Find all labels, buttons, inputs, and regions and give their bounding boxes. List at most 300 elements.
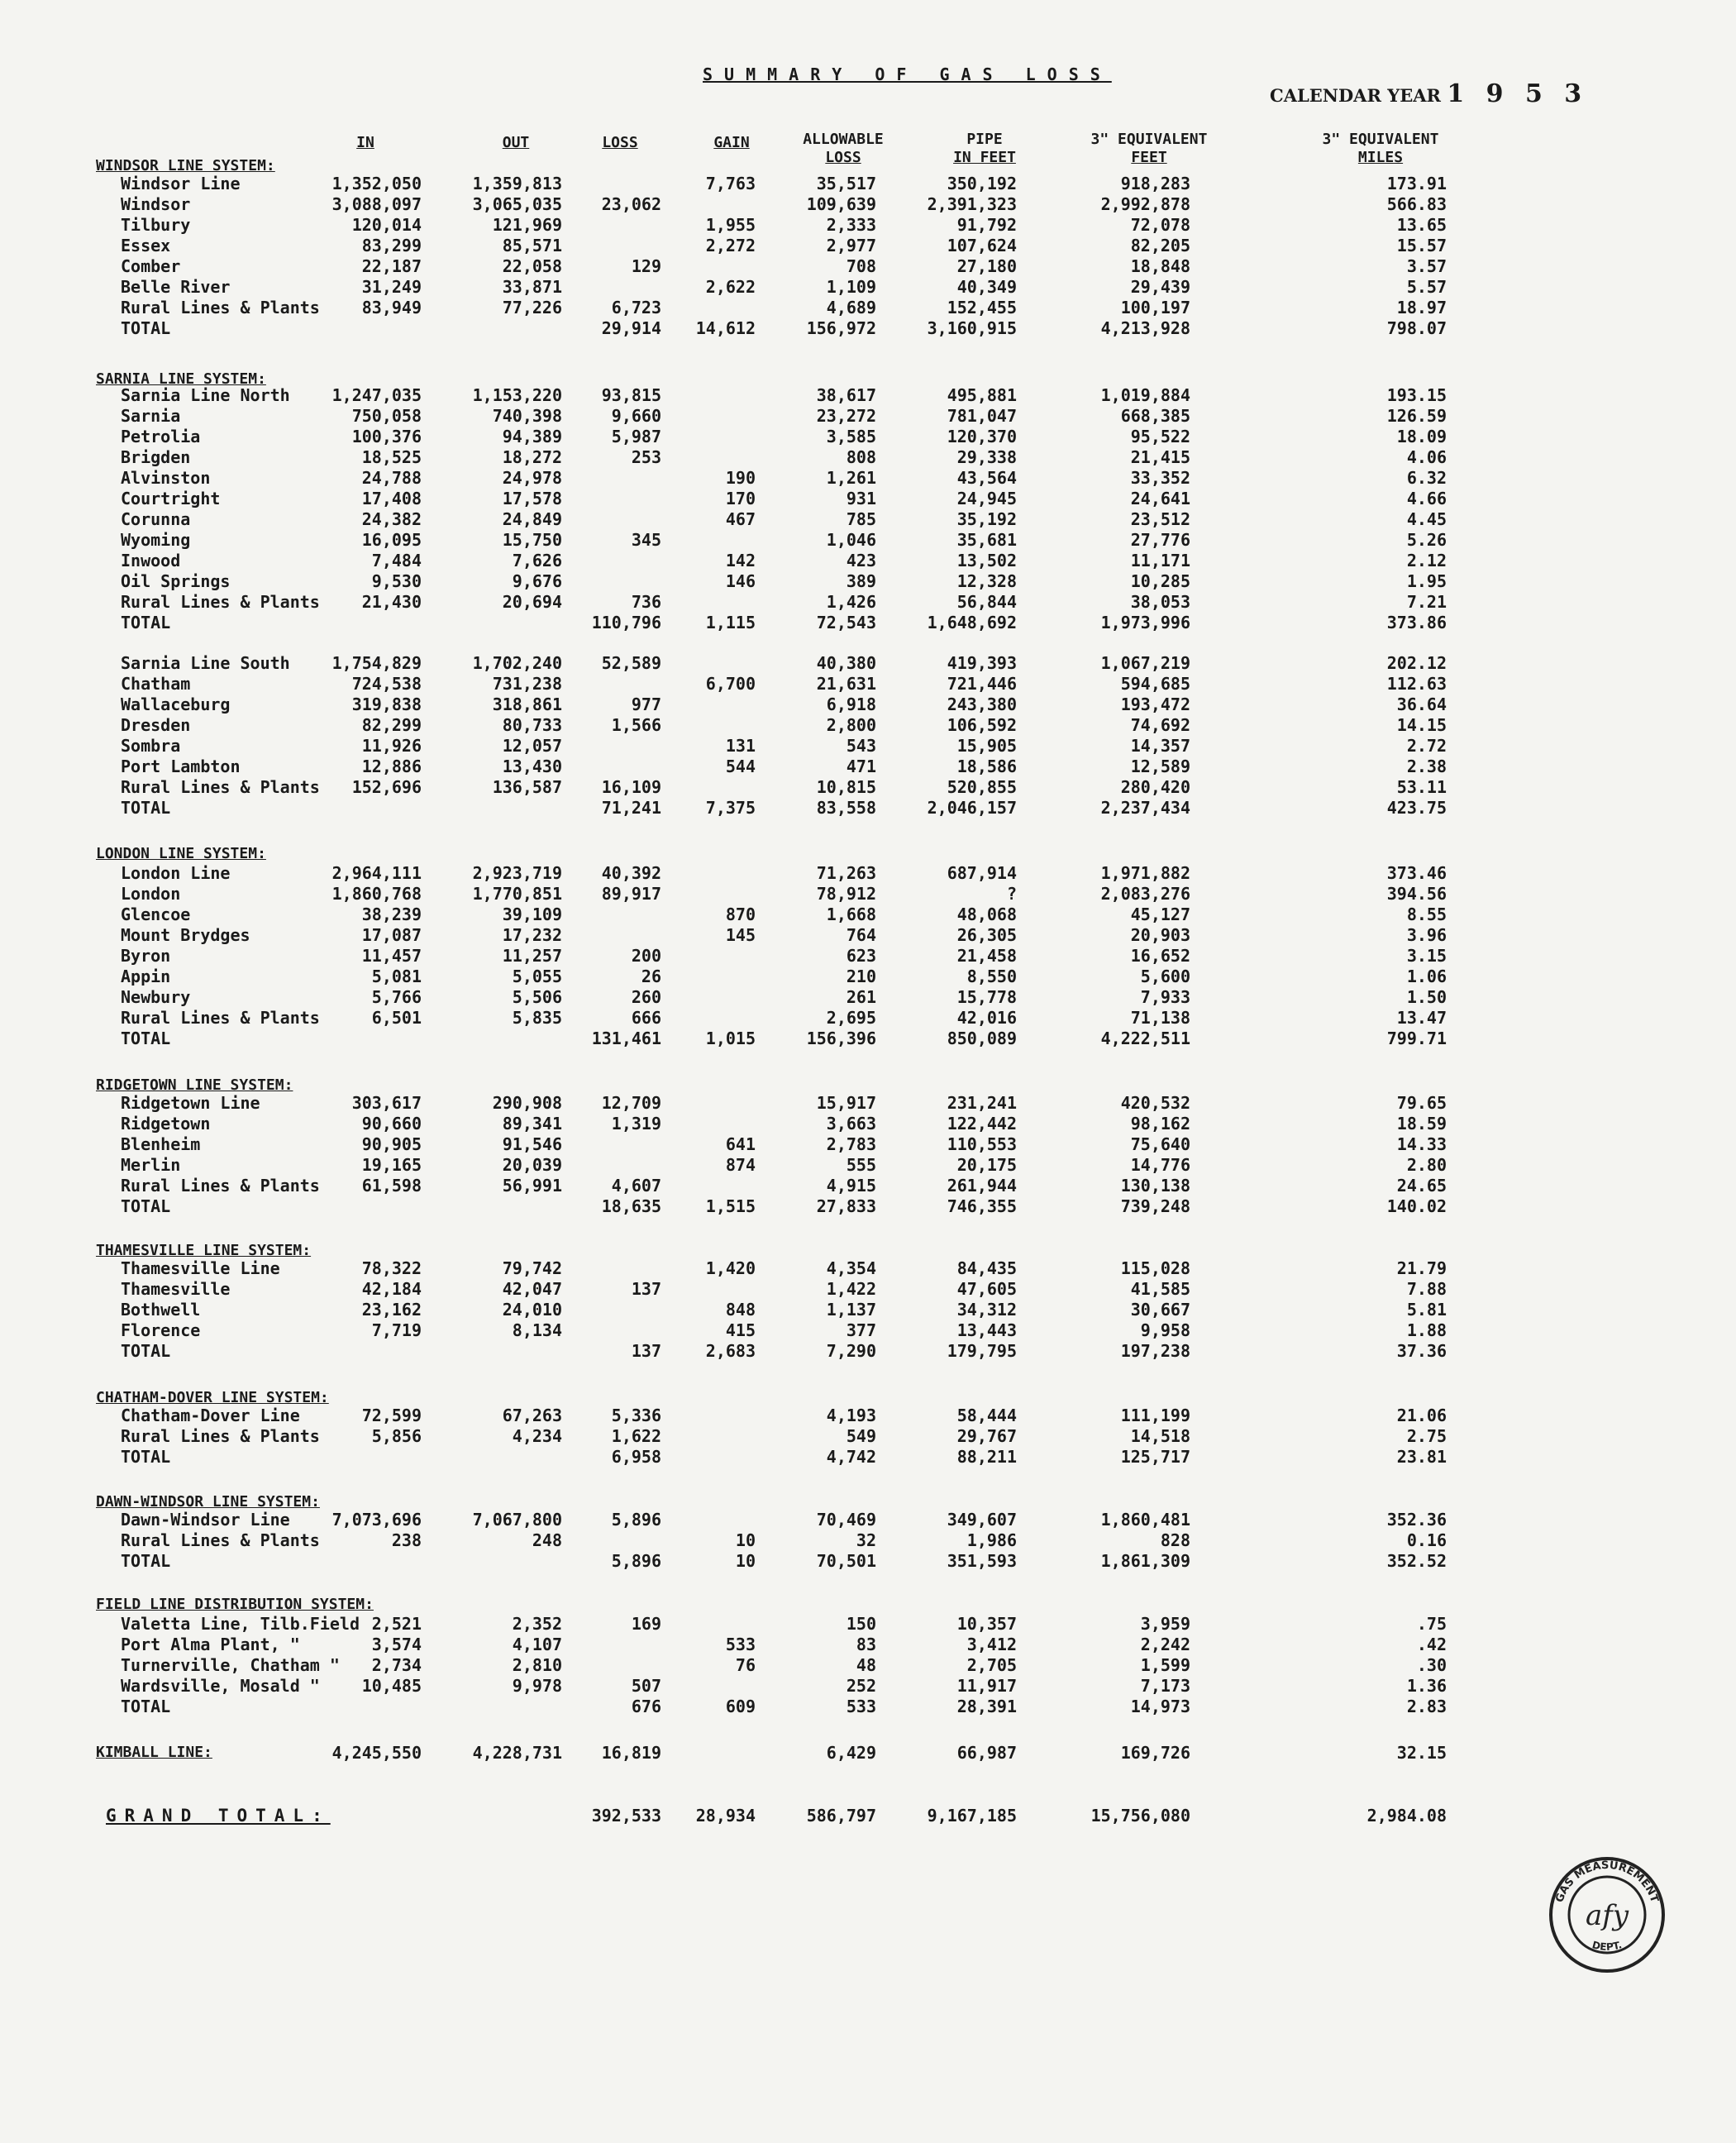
cell-eq: 2,242 <box>1140 1635 1190 1654</box>
cell-out: 740,398 <box>492 406 562 426</box>
total-row <box>0 1029 1736 1048</box>
cell-eq: 1,019,884 <box>1100 385 1190 405</box>
cell-pipe: 29,338 <box>956 447 1017 467</box>
cell-out: 94,389 <box>502 427 562 446</box>
cell-eq: 3,959 <box>1140 1614 1190 1634</box>
table-row <box>0 1176 1736 1196</box>
table-row <box>0 1008 1736 1028</box>
cell-in: 724,538 <box>351 674 422 694</box>
row-name: TOTAL <box>121 1341 171 1361</box>
cell-pipe: 27,180 <box>956 256 1017 276</box>
cell-loss: 89,917 <box>601 884 661 904</box>
cell-miles: 23.81 <box>1396 1447 1447 1467</box>
cell-eq: 2,083,276 <box>1100 884 1190 904</box>
cell-eq: 280,420 <box>1120 777 1190 797</box>
table-row <box>0 1134 1736 1154</box>
cell-allow: 2,783 <box>826 1134 876 1154</box>
cell-gain: 609 <box>725 1697 756 1716</box>
table-row <box>0 715 1736 735</box>
grand-total-eq: 15,756,080 <box>1090 1806 1190 1826</box>
cell-allow: 4,354 <box>826 1258 876 1278</box>
cell-out: 20,039 <box>502 1155 562 1175</box>
total-row <box>0 1697 1736 1716</box>
cell-out: 5,835 <box>512 1008 562 1028</box>
table-row <box>0 904 1736 924</box>
cell-eq: 420,532 <box>1120 1093 1190 1113</box>
cell-out: 18,272 <box>502 447 562 467</box>
total-row <box>0 613 1736 632</box>
cell-out: 121,969 <box>492 215 562 235</box>
cell-allow: 27,833 <box>816 1196 876 1216</box>
cell-allow: 150 <box>846 1614 876 1634</box>
cell-in: 83,299 <box>361 236 422 255</box>
cell-eq: 828 <box>1160 1530 1190 1550</box>
cell-loss: 23,062 <box>601 194 661 214</box>
cell-gain: 10 <box>735 1530 756 1550</box>
cell-pipe: 15,778 <box>956 987 1017 1007</box>
row-name: Rural Lines & Plants <box>121 1426 320 1446</box>
cell-eq: 918,283 <box>1120 174 1190 193</box>
table-row <box>0 509 1736 529</box>
cell-out: 77,226 <box>502 298 562 317</box>
cell-loss: 71,241 <box>601 798 661 818</box>
cell-eq: 18,848 <box>1130 256 1190 276</box>
cell-allow: 6,429 <box>826 1743 876 1763</box>
cell-allow: 261 <box>846 987 876 1007</box>
cell-in: 19,165 <box>361 1155 422 1175</box>
cell-pipe: 120,370 <box>947 427 1017 446</box>
cell-allow: 1,109 <box>826 277 876 297</box>
kimball-line-row <box>0 1743 1736 1763</box>
cell-allow: 1,426 <box>826 592 876 612</box>
cell-eq: 125,717 <box>1120 1447 1190 1467</box>
cell-pipe: 48,068 <box>956 904 1017 924</box>
cell-loss: 200 <box>631 946 661 966</box>
cell-in: 78,322 <box>361 1258 422 1278</box>
table-row <box>0 385 1736 405</box>
cell-eq: 11,171 <box>1130 551 1190 570</box>
cell-miles: 5.57 <box>1406 277 1447 297</box>
row-name: TOTAL <box>121 318 171 338</box>
cell-miles: 13.65 <box>1396 215 1447 235</box>
table-row <box>0 1093 1736 1113</box>
cell-allow: 70,501 <box>816 1551 876 1571</box>
row-name: Sarnia Line North <box>121 385 290 405</box>
cell-miles: 798.07 <box>1386 318 1447 338</box>
table-row <box>0 406 1736 426</box>
grand-total-allow: 586,797 <box>806 1806 876 1826</box>
cell-miles: 394.56 <box>1386 884 1447 904</box>
table-row <box>0 1426 1736 1446</box>
cell-miles: 18.97 <box>1396 298 1447 317</box>
cell-miles: 6.32 <box>1406 468 1447 488</box>
cell-pipe: 781,047 <box>947 406 1017 426</box>
cell-in: 2,964,111 <box>331 863 422 883</box>
cell-out: 4,234 <box>512 1426 562 1446</box>
row-name: Courtright <box>121 489 221 508</box>
cell-allow: 2,977 <box>826 236 876 255</box>
cell-gain: 2,272 <box>705 236 756 255</box>
cell-out: 56,991 <box>502 1176 562 1196</box>
cell-in: 72,599 <box>361 1406 422 1425</box>
table-row <box>0 1155 1736 1175</box>
cell-in: 4,245,550 <box>331 1743 422 1763</box>
section-title: WINDSOR LINE SYSTEM: <box>96 157 275 174</box>
grand-total-miles: 2,984.08 <box>1366 1806 1447 1826</box>
cell-in: 2,521 <box>371 1614 422 1634</box>
section-title: DAWN-WINDSOR LINE SYSTEM: <box>96 1493 320 1511</box>
cell-out: 136,587 <box>492 777 562 797</box>
row-name: Newbury <box>121 987 191 1007</box>
cell-pipe: 231,241 <box>947 1093 1017 1113</box>
cell-gain: 190 <box>725 468 756 488</box>
cell-miles: 79.65 <box>1396 1093 1447 1113</box>
cell-eq: 169,726 <box>1120 1743 1190 1763</box>
header-gain: GAIN <box>713 134 750 151</box>
cell-out: 22,058 <box>502 256 562 276</box>
cell-miles: 140.02 <box>1386 1196 1447 1216</box>
cell-eq: 14,776 <box>1130 1155 1190 1175</box>
cell-out: 1,702,240 <box>472 653 562 673</box>
cell-pipe: 20,175 <box>956 1155 1017 1175</box>
cell-allow: 3,585 <box>826 427 876 446</box>
row-name: Glencoe <box>121 904 191 924</box>
cell-pipe: 21,458 <box>956 946 1017 966</box>
table-row <box>0 1258 1736 1278</box>
cell-miles: 36.64 <box>1396 694 1447 714</box>
row-name: Wallaceburg <box>121 694 231 714</box>
cell-loss: 5,896 <box>611 1551 661 1571</box>
table-row <box>0 884 1736 904</box>
cell-miles: 2.72 <box>1406 736 1447 756</box>
table-row <box>0 946 1736 966</box>
cell-loss: 736 <box>631 592 661 612</box>
cell-eq: 1,973,996 <box>1100 613 1190 632</box>
cell-out: 20,694 <box>502 592 562 612</box>
row-name: Inwood <box>121 551 181 570</box>
cell-gain: 1,515 <box>705 1196 756 1216</box>
cell-gain: 14,612 <box>695 318 756 338</box>
cell-out: 24,978 <box>502 468 562 488</box>
cell-loss: 16,819 <box>601 1743 661 1763</box>
cell-eq: 30,667 <box>1130 1300 1190 1320</box>
cell-out: 1,359,813 <box>472 174 562 193</box>
cell-pipe: 91,792 <box>956 215 1017 235</box>
cell-out: 12,057 <box>502 736 562 756</box>
row-name: Rural Lines & Plants <box>121 777 320 797</box>
header-allowable-loss: ALLOWABLE LOSS <box>803 131 884 166</box>
cell-out: 2,810 <box>512 1655 562 1675</box>
cell-in: 10,485 <box>361 1676 422 1696</box>
section-title: RIDGETOWN LINE SYSTEM: <box>96 1076 293 1094</box>
cell-gain: 1,420 <box>705 1258 756 1278</box>
cell-miles: 4.06 <box>1406 447 1447 467</box>
cell-allow: 7,290 <box>826 1341 876 1361</box>
cell-allow: 3,663 <box>826 1114 876 1134</box>
row-name: Mount Brydges <box>121 925 250 945</box>
cell-pipe: 687,914 <box>947 863 1017 883</box>
cell-out: 24,849 <box>502 509 562 529</box>
cell-allow: 72,543 <box>816 613 876 632</box>
cell-eq: 111,199 <box>1120 1406 1190 1425</box>
total-row <box>0 1341 1736 1361</box>
section-title: SARNIA LINE SYSTEM: <box>96 370 266 388</box>
table-row <box>0 236 1736 255</box>
cell-in: 7,484 <box>371 551 422 570</box>
table-row <box>0 277 1736 297</box>
cell-miles: 1.88 <box>1406 1320 1447 1340</box>
cell-loss: 507 <box>631 1676 661 1696</box>
cell-loss: 110,796 <box>591 613 661 632</box>
cell-loss: 676 <box>631 1697 661 1716</box>
cell-gain: 415 <box>725 1320 756 1340</box>
cell-allow: 389 <box>846 571 876 591</box>
section-title: THAMESVILLE LINE SYSTEM: <box>96 1242 312 1259</box>
row-name: Wardsville, Mosald " <box>121 1676 320 1696</box>
cell-gain: 142 <box>725 551 756 570</box>
cell-out: 5,055 <box>512 966 562 986</box>
cell-out: 85,571 <box>502 236 562 255</box>
cell-pipe: 43,564 <box>956 468 1017 488</box>
cell-allow: 1,137 <box>826 1300 876 1320</box>
cell-gain: 1,015 <box>705 1029 756 1048</box>
table-row <box>0 966 1736 986</box>
cell-pipe: 520,855 <box>947 777 1017 797</box>
cell-eq: 23,512 <box>1130 509 1190 529</box>
grand-total-pipe: 9,167,185 <box>927 1806 1017 1826</box>
cell-pipe: 419,393 <box>947 653 1017 673</box>
cell-in: 1,352,050 <box>331 174 422 193</box>
row-name: TOTAL <box>121 1196 171 1216</box>
cell-gain: 1,955 <box>705 215 756 235</box>
row-name: TOTAL <box>121 613 171 632</box>
cell-miles: 1.95 <box>1406 571 1447 591</box>
cell-out: 24,010 <box>502 1300 562 1320</box>
cell-loss: 5,987 <box>611 427 661 446</box>
row-name: Windsor Line <box>121 174 241 193</box>
row-name: Rural Lines & Plants <box>121 1176 320 1196</box>
table-row <box>0 1114 1736 1134</box>
table-row <box>0 1676 1736 1696</box>
cell-in: 3,088,097 <box>331 194 422 214</box>
cell-pipe: 179,795 <box>947 1341 1017 1361</box>
cell-allow: 471 <box>846 756 876 776</box>
cell-miles: 14.33 <box>1396 1134 1447 1154</box>
row-name: TOTAL <box>121 1551 171 1571</box>
cell-out: 9,676 <box>512 571 562 591</box>
calendar-year <box>1270 79 1588 108</box>
cell-out: 3,065,035 <box>472 194 562 214</box>
cell-miles: 5.81 <box>1406 1300 1447 1320</box>
cell-out: 17,232 <box>502 925 562 945</box>
cell-out: 7,626 <box>512 551 562 570</box>
cell-out: 1,153,220 <box>472 385 562 405</box>
cell-out: 15,750 <box>502 530 562 550</box>
cell-out: 42,047 <box>502 1279 562 1299</box>
cell-miles: .75 <box>1416 1614 1447 1634</box>
table-row <box>0 1510 1736 1530</box>
table-row <box>0 489 1736 508</box>
cell-gain: 870 <box>725 904 756 924</box>
cell-pipe: 351,593 <box>947 1551 1017 1571</box>
cell-loss: 253 <box>631 447 661 467</box>
cell-allow: 21,631 <box>816 674 876 694</box>
cell-allow: 83 <box>856 1635 876 1654</box>
cell-miles: 352.52 <box>1386 1551 1447 1571</box>
cell-allow: 83,558 <box>816 798 876 818</box>
cell-miles: 173.91 <box>1386 174 1447 193</box>
cell-allow: 4,689 <box>826 298 876 317</box>
header-eq-feet: 3" EQUIVALENT FEET <box>1090 131 1208 166</box>
cell-in: 17,087 <box>361 925 422 945</box>
cell-in: 750,058 <box>351 406 422 426</box>
cell-pipe: 26,305 <box>956 925 1017 945</box>
cell-miles: 193.15 <box>1386 385 1447 405</box>
row-name: Comber <box>121 256 181 276</box>
row-name: Belle River <box>121 277 231 297</box>
cell-eq: 12,589 <box>1130 756 1190 776</box>
cell-miles: 4.45 <box>1406 509 1447 529</box>
cell-pipe: 29,767 <box>956 1426 1017 1446</box>
cell-gain: 145 <box>725 925 756 945</box>
row-name: Florence <box>121 1320 201 1340</box>
table-row <box>0 571 1736 591</box>
table-row <box>0 863 1736 883</box>
table-row <box>0 427 1736 446</box>
table-row <box>0 756 1736 776</box>
cell-in: 7,073,696 <box>331 1510 422 1530</box>
cell-miles: 126.59 <box>1386 406 1447 426</box>
cell-eq: 7,173 <box>1140 1676 1190 1696</box>
cell-allow: 931 <box>846 489 876 508</box>
cell-in: 2,734 <box>371 1655 422 1675</box>
cell-pipe: 721,446 <box>947 674 1017 694</box>
row-name: Sombra <box>121 736 181 756</box>
row-name: London Line <box>121 863 231 883</box>
cell-allow: 549 <box>846 1426 876 1446</box>
cell-pipe: 2,705 <box>966 1655 1017 1675</box>
cell-pipe: 88,211 <box>956 1447 1017 1467</box>
cell-pipe: 13,502 <box>956 551 1017 570</box>
cell-eq: 7,933 <box>1140 987 1190 1007</box>
cell-loss: 29,914 <box>601 318 661 338</box>
table-row <box>0 215 1736 235</box>
cell-eq: 594,685 <box>1120 674 1190 694</box>
cell-pipe: 8,550 <box>966 966 1017 986</box>
cell-out: 4,107 <box>512 1635 562 1654</box>
cell-out: 2,352 <box>512 1614 562 1634</box>
row-name: Ridgetown <box>121 1114 211 1134</box>
cell-loss: 1,622 <box>611 1426 661 1446</box>
header-eq-miles: 3" EQUIVALENT MILES <box>1322 131 1439 166</box>
cell-pipe: 56,844 <box>956 592 1017 612</box>
cell-eq: 41,585 <box>1130 1279 1190 1299</box>
cell-loss: 6,958 <box>611 1447 661 1467</box>
cell-in: 9,530 <box>371 571 422 591</box>
document-title: SUMMARY OF GAS LOSS <box>703 64 1112 84</box>
cell-allow: 15,917 <box>816 1093 876 1113</box>
cell-gain: 6,700 <box>705 674 756 694</box>
cell-eq: 21,415 <box>1130 447 1190 467</box>
row-name: Ridgetown Line <box>121 1093 260 1113</box>
table-row <box>0 447 1736 467</box>
cell-in: 100,376 <box>351 427 422 446</box>
cell-allow: 533 <box>846 1697 876 1716</box>
cell-miles: 21.79 <box>1396 1258 1447 1278</box>
cell-pipe: 495,881 <box>947 385 1017 405</box>
grand-total-loss: 392,533 <box>591 1806 661 1826</box>
row-name: TOTAL <box>121 1029 171 1048</box>
row-name: TOTAL <box>121 1447 171 1467</box>
grand-total-row <box>0 1806 1736 1826</box>
cell-in: 11,457 <box>361 946 422 966</box>
row-name: Dresden <box>121 715 191 735</box>
cell-in: 11,926 <box>361 736 422 756</box>
cell-pipe: 3,412 <box>966 1635 1017 1654</box>
cell-gain: 848 <box>725 1300 756 1320</box>
table-row <box>0 1655 1736 1675</box>
total-row <box>0 1551 1736 1571</box>
cell-eq: 14,973 <box>1130 1697 1190 1716</box>
cell-pipe: 110,553 <box>947 1134 1017 1154</box>
cell-eq: 74,692 <box>1130 715 1190 735</box>
cell-eq: 1,067,219 <box>1100 653 1190 673</box>
row-name: Rural Lines & Plants <box>121 1008 320 1028</box>
row-name: TOTAL <box>121 1697 171 1716</box>
cell-eq: 1,971,882 <box>1100 863 1190 883</box>
cell-in: 90,660 <box>361 1114 422 1134</box>
cell-miles: 53.11 <box>1396 777 1447 797</box>
row-name: Corunna <box>121 509 191 529</box>
cell-allow: 2,333 <box>826 215 876 235</box>
cell-loss: 52,589 <box>601 653 661 673</box>
table-row <box>0 987 1736 1007</box>
cell-eq: 1,861,309 <box>1100 1551 1190 1571</box>
table-row <box>0 194 1736 214</box>
cell-pipe: 746,355 <box>947 1196 1017 1216</box>
cell-pipe: 47,605 <box>956 1279 1017 1299</box>
cell-miles: 14.15 <box>1396 715 1447 735</box>
row-name: Sarnia <box>121 406 181 426</box>
cell-loss: 129 <box>631 256 661 276</box>
cell-loss: 1,566 <box>611 715 661 735</box>
cell-eq: 2,237,434 <box>1100 798 1190 818</box>
cell-eq: 45,127 <box>1130 904 1190 924</box>
cell-loss: 18,635 <box>601 1196 661 1216</box>
table-row <box>0 653 1736 673</box>
header-out: OUT <box>502 134 530 151</box>
row-name: Rural Lines & Plants <box>121 1530 320 1550</box>
cell-gain: 131 <box>725 736 756 756</box>
cell-miles: 202.12 <box>1386 653 1447 673</box>
cell-loss: 345 <box>631 530 661 550</box>
cell-out: 7,067,800 <box>472 1510 562 1530</box>
cell-miles: 21.06 <box>1396 1406 1447 1425</box>
cell-eq: 668,385 <box>1120 406 1190 426</box>
cell-allow: 38,617 <box>816 385 876 405</box>
cell-pipe: 66,987 <box>956 1743 1017 1763</box>
cell-miles: 7.21 <box>1406 592 1447 612</box>
cell-pipe: 152,455 <box>947 298 1017 317</box>
gas-measurement-dept-stamp <box>1548 1855 1667 1974</box>
cell-allow: 71,263 <box>816 863 876 883</box>
cell-allow: 423 <box>846 551 876 570</box>
cell-out: 1,770,851 <box>472 884 562 904</box>
cell-pipe: 107,624 <box>947 236 1017 255</box>
cell-miles: 37.36 <box>1396 1341 1447 1361</box>
row-name: Rural Lines & Plants <box>121 592 320 612</box>
cell-in: 83,949 <box>361 298 422 317</box>
